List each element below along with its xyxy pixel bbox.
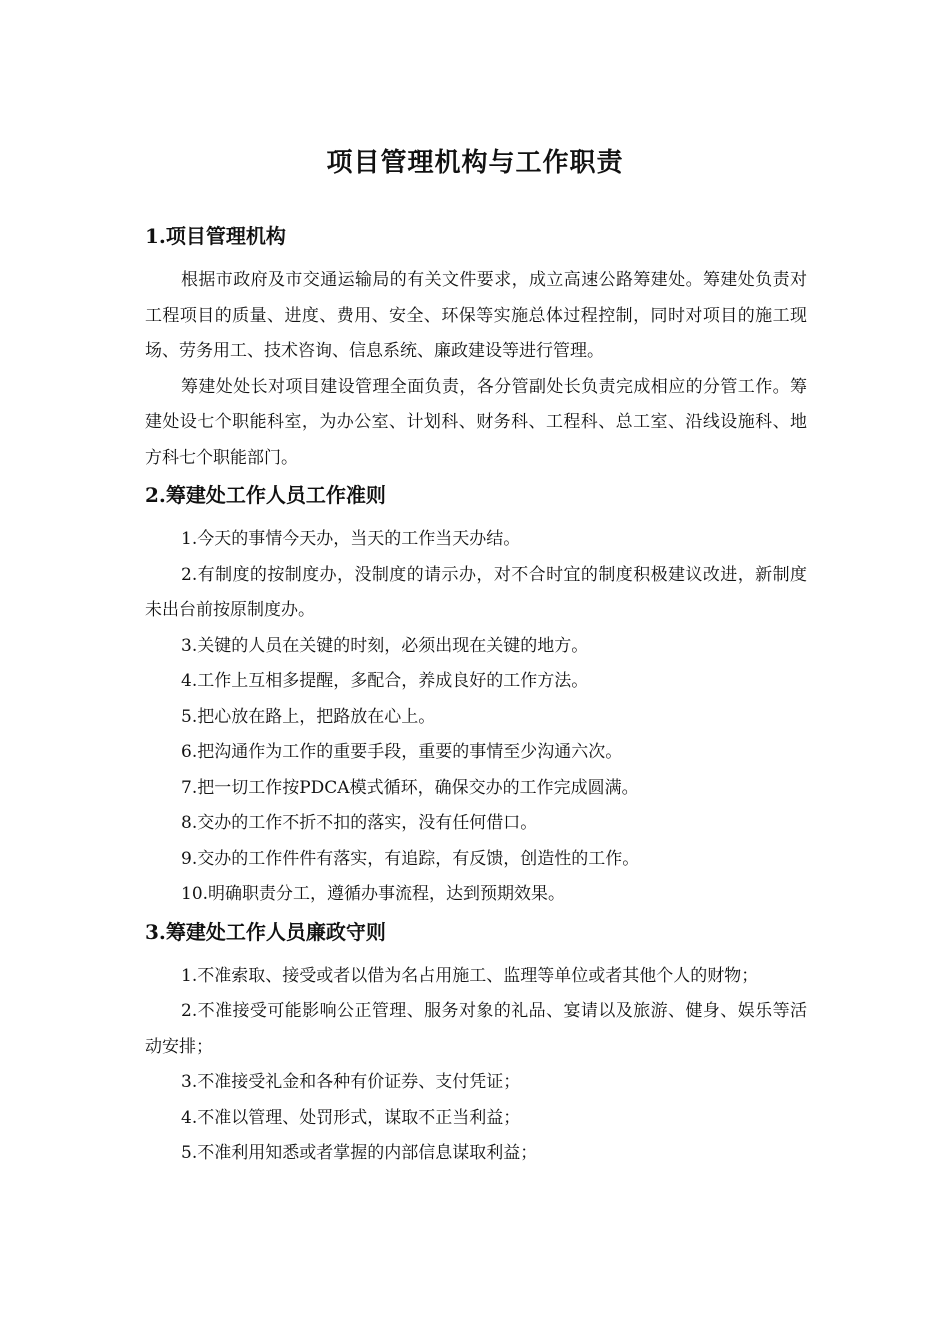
list-item: 1.今天的事情今天办，当天的工作当天办结。 xyxy=(181,529,521,549)
list-item: 1.不准索取、接受或者以借为名占用施工、监理等单位或者其他个人的财物； xyxy=(181,965,759,986)
list-item: 8.交办的工作不折不扣的落实，没有任何借口。 xyxy=(181,813,538,833)
list-item: 2.有制度的按制度办，没制度的请示办，对不合时宜的制度积极建议改进，新制度未出台前按原制度办。 xyxy=(145,564,807,620)
section-integrity-rules xyxy=(145,916,807,1172)
section-heading: 1.项目管理机构 xyxy=(145,224,286,248)
list-item: 4.不准以管理、处罚形式，谋取不正当利益； xyxy=(181,1107,521,1128)
paragraph: 根据市政府及市交通运输局的有关文件要求，成立高速公路筹建处。筹建处负责对工程项目的质量、进度、费用、安全、环保等实施总体过程控制，同时对项目的施工现场、劳务用工、技术咨询、信息系统、廉政建设等进行管理。 xyxy=(145,270,807,361)
page-title: 项目管理机构与工作职责 xyxy=(326,148,624,178)
list-item: 10.明确职责分工，遵循办事流程，达到预期效果。 xyxy=(181,884,566,904)
document-body xyxy=(145,220,807,1172)
list-item: 3.不准接受礼金和各种有价证券、支付凭证； xyxy=(181,1072,521,1092)
list-item: 2.不准接受可能影响公正管理、服务对象的礼品、宴请以及旅游、健身、娱乐等活动安排； xyxy=(145,1001,807,1057)
section-organization xyxy=(145,220,807,476)
list-item: 5.把心放在路上，把路放在心上。 xyxy=(181,706,436,727)
paragraph: 筹建处处长对项目建设管理全面负责，各分管副处长负责完成相应的分管工作。筹建处设七个职能科室，为办公室、计划科、财务科、工程科、总工室、沿线设施科、地方科七个职能部门。 xyxy=(145,376,807,468)
section-heading: 3.筹建处工作人员廉政守则 xyxy=(145,919,386,944)
list-item: 4.工作上互相多提醒，多配合，养成良好的工作方法。 xyxy=(181,671,589,691)
section-heading: 2.筹建处工作人员工作准则 xyxy=(145,483,386,507)
list-item: 5.不准利用知悉或者掌握的内部信息谋取利益； xyxy=(181,1143,538,1163)
section-work-principles xyxy=(145,479,807,913)
list-item: 9.交办的工作件件有落实，有追踪，有反馈，创造性的工作。 xyxy=(181,848,640,869)
list-item: 6.把沟通作为工作的重要手段，重要的事情至少沟通六次。 xyxy=(181,742,623,762)
list-item: 7.把一切工作按PDCA模式循环，确保交办的工作完成圆满。 xyxy=(181,777,639,798)
list-item: 3.关键的人员在关键的时刻，必须出现在关键的地方。 xyxy=(181,635,589,656)
